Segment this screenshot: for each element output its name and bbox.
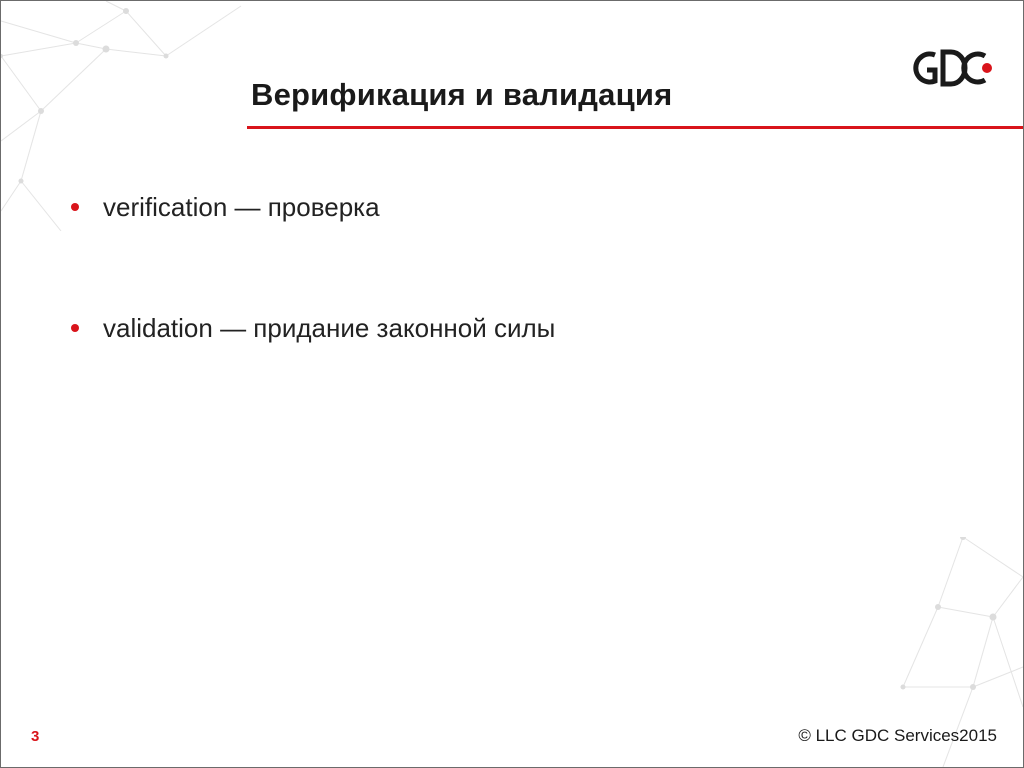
bullet-item-verification xyxy=(71,189,555,225)
bullet-dot-icon xyxy=(71,203,79,211)
bullet-text: verification — проверка xyxy=(103,192,380,222)
slide-title: Верификация и валидация xyxy=(251,77,673,112)
bullet-item-validation xyxy=(71,310,555,346)
gdc-logo xyxy=(913,43,995,93)
page-number: 3 xyxy=(31,728,40,745)
bullet-text: validation — придание законной силы xyxy=(103,313,556,343)
bullet-list xyxy=(71,189,555,346)
bullet-dot-icon xyxy=(71,324,79,332)
title-underline xyxy=(247,126,1023,129)
copyright-footer: © LLC GDC Services2015 xyxy=(798,726,997,745)
